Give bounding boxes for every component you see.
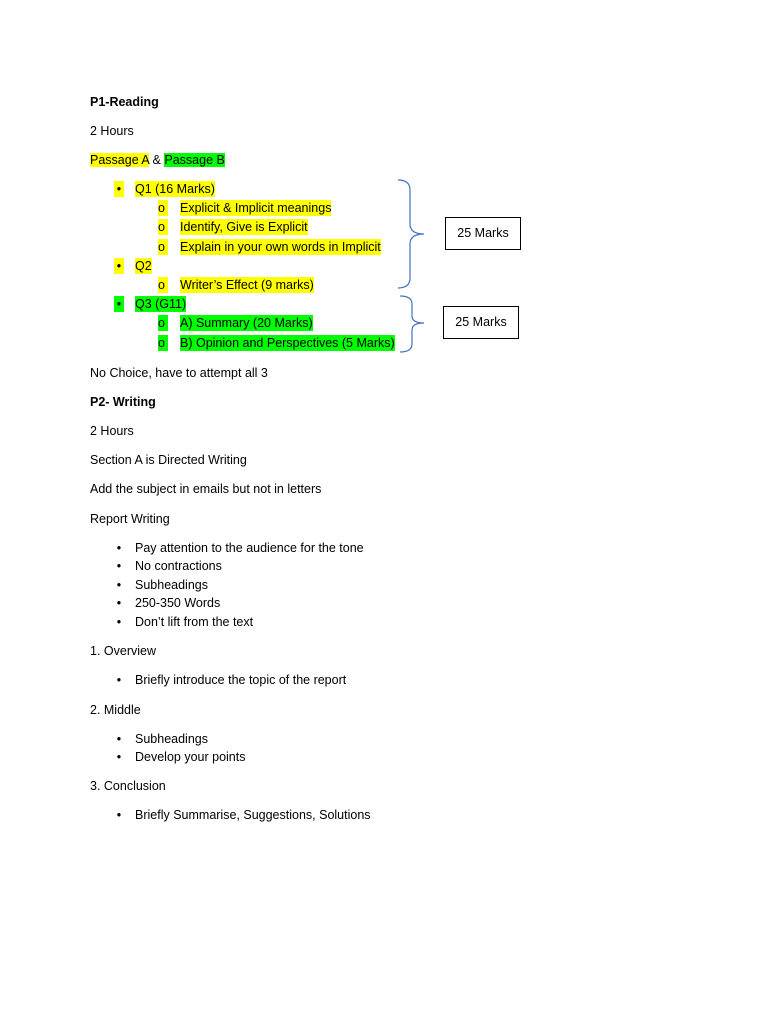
bullet-icon: • (116, 615, 122, 629)
brace-icon (396, 178, 436, 290)
passage-b: Passage B (164, 153, 225, 167)
sub-bullet-icon: o (158, 219, 168, 235)
list-item: No contractions (135, 559, 222, 573)
marks-box-q3: 25 Marks (443, 306, 519, 339)
list-item: Briefly introduce the topic of the report (135, 673, 347, 687)
p2-heading: P2- Writing (90, 395, 156, 409)
sub-bullet-icon: o (158, 239, 168, 255)
q1-item: Explain in your own words in Implicit (180, 240, 381, 254)
overview-heading: 1. Overview (90, 644, 156, 658)
q1-item: Identify, Give is Explicit (180, 220, 308, 234)
bullet-icon: • (116, 808, 122, 822)
marks-box-q1-q2: 25 Marks (445, 217, 521, 250)
p1-duration: 2 Hours (90, 124, 134, 138)
bullet-icon: • (114, 258, 124, 274)
report-writing-heading: Report Writing (90, 512, 170, 526)
bullet-icon: • (116, 750, 122, 764)
p1-heading: P1-Reading (90, 95, 159, 109)
passage-a: Passage A (90, 153, 150, 167)
q3-item: A) Summary (20 Marks) (180, 316, 313, 330)
q3-item: B) Opinion and Perspectives (5 Marks) (180, 336, 395, 350)
list-item: Don’t lift from the text (135, 615, 254, 629)
bullet-icon: • (114, 181, 124, 197)
bullet-icon: • (116, 673, 122, 687)
brace-icon (398, 294, 438, 354)
bullet-icon: • (116, 578, 122, 592)
sub-bullet-icon: o (158, 315, 168, 331)
q3-label: Q3 (G11) (135, 297, 187, 311)
list-item: Briefly Summarise, Suggestions, Solutions (135, 808, 371, 822)
subject-note: Add the subject in emails but not in letters (90, 482, 322, 496)
list-item: Develop your points (135, 750, 246, 764)
bullet-icon: • (116, 596, 122, 610)
q2-label: Q2 (135, 259, 152, 273)
bullet-icon: • (116, 732, 122, 746)
list-item: Subheadings (135, 578, 208, 592)
list-item: Subheadings (135, 732, 208, 746)
no-choice-note: No Choice, have to attempt all 3 (90, 366, 268, 380)
list-item: 250-350 Words (135, 596, 221, 610)
sub-bullet-icon: o (158, 335, 168, 351)
bullet-icon: • (116, 559, 122, 573)
conclusion-heading: 3. Conclusion (90, 779, 166, 793)
passage-amp: & (149, 153, 165, 167)
p2-duration: 2 Hours (90, 424, 134, 438)
section-a-note: Section A is Directed Writing (90, 453, 247, 467)
q1-item: Explicit & Implicit meanings (180, 201, 332, 215)
bullet-icon: • (116, 541, 122, 555)
sub-bullet-icon: o (158, 200, 168, 216)
passages-line (90, 152, 225, 168)
middle-heading: 2. Middle (90, 703, 141, 717)
bullet-icon: • (114, 296, 124, 312)
sub-bullet-icon: o (158, 277, 168, 293)
q1-label: Q1 (16 Marks) (135, 182, 215, 196)
q2-item: Writer’s Effect (9 marks) (180, 278, 314, 292)
list-item: Pay attention to the audience for the tone (135, 541, 364, 555)
